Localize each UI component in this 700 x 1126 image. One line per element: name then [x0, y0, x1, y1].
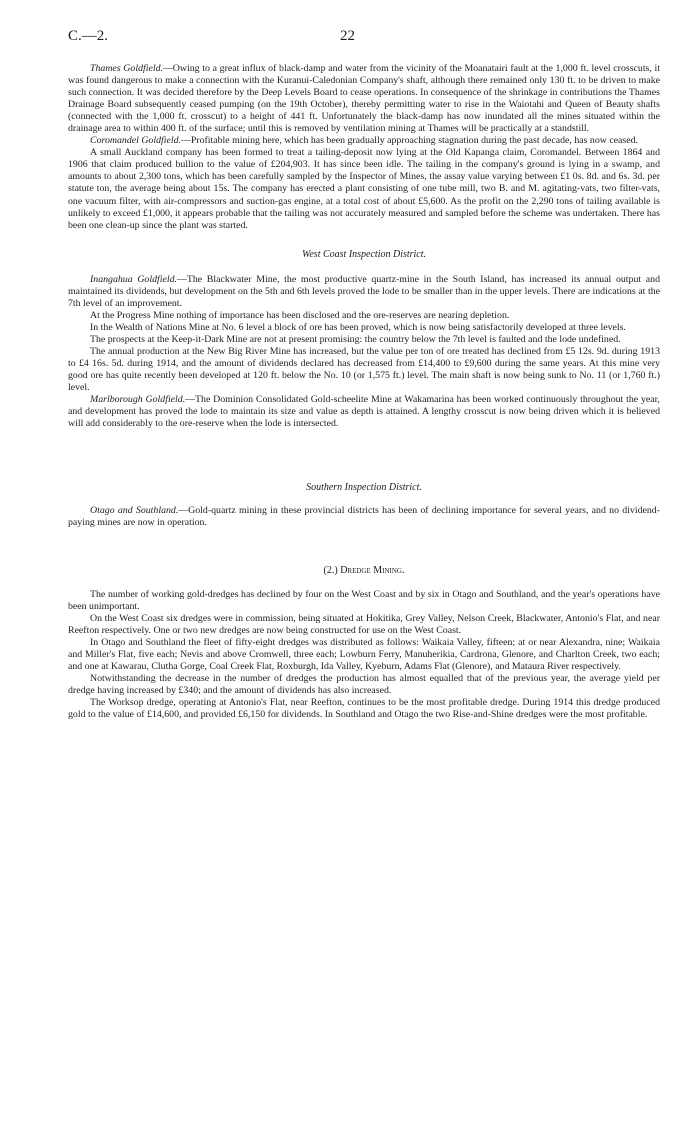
- section-number: (2.): [323, 565, 338, 577]
- paragraph-text: The annual production at the New Big River Mine has increased, but the value per ton of ore treated has declined from £5 12s. 9d. during 1913 to £4 16s. 5d. during 1914, and the amount of dividends declared has decreased from £14,400 to £9,600 during the same years. At this mine very good ore has quite recently been developed at 120 ft. below the No. 10 (or 1,575 ft.) level. The main shaft is now being sunk to No. 11 (or 1,760 ft.) level.: [68, 345, 660, 394]
- paragraph-text: Notwithstanding the decrease in the number of dredges the production has almost equalled that of the previous year, the average yield per dredge having increased by £340; and the amount of dividends has also increased.: [68, 672, 660, 696]
- paragraph-text: In Otago and Southland the fleet of fifty-eight dredges was distributed as follows: Waikaia Valley, fifteen; at or near Alexandra, nine; Waikaia and Miller's Flat, five each; Nevis and above Cromwell, three each; Lowburn Ferry, Manuherikia, Cardrona, Glenore, and Charlton Creek, two each; and one at Kawarau, Clutha Gorge, Coal Creek Flat, Roxburgh, Ida Valley, Kyeburn, Adams Flat (Glenore), and Mataura River respectively.: [68, 636, 660, 672]
- paragraph-text: —The Dominion Consolidated Gold-scheelite Mine at Wakamarina has been worked continuously throughout the year, and development has proved the lode to maintain its size and value as depth is attained. A lengthy crosscut is now being driven which it is believed will add considerably to the ore-reserve when the lode is intersected.: [68, 394, 660, 430]
- paragraph-text: —Owing to a great influx of black-damp and water from the vicinity of the Moanatairi fault at the 1,000 ft. level crosscuts, it was found dangerous to make a connection with the Kuranui-Caledonian Company's shaft, although there remained only 130 ft. to be driven to make such connection. It was decided therefore by the Deep Levels Board to cease operations. In consequence of the shrinkage in contributions the Thames Drainage Board subsequently ceased pumping (on the 19th October), thereby permitting water to rise in the Waiotahi and Queen of Beauty shafts (connected with the 1,000 ft. crosscut) to a height of 441 ft. Unfortunately the black-damp has now inundated all the mines situated within the drainage area to within 400 ft. of the surface; until this is removed by ventilation mining at Thames will be practically at a standstill.: [68, 63, 660, 135]
- paragraph-west-coast-dredges: [68, 613, 660, 637]
- paragraph-text: A small Auckland company has been formed to treat a tailing-deposit now lying at the Old Kapanga claim, Coromandel. Between 1864 and 1906 that claim produced bullion to the value of £204,903. It has since been idle. The tailing in the company's ground is lying in a swamp, and amounts to about 2,300 tons, which has been carefully sampled by the Inspector of Mines, the assay value varying between £1 0s. 8d. and 6s. 3d. per statute ton, the average being about 15s. The company has erected a plant consisting of one tube mill, two B. and M. agitating-vats, two filter-vats, one vacuum filter, with air-compressors and suction-gas engine, at a total cost of about £5,600. As the profit on the 2,290 tons of tailing available is unlikely to exceed £1,000, it appears probable that the tailing was not accurately measured and sampled before the scheme was undertaken. There has been one clean-up since the plant was started.: [68, 147, 660, 231]
- page-number: 22: [340, 28, 355, 44]
- paragraph-marlborough: [68, 394, 660, 430]
- paragraph-label: Thames Goldfield.: [90, 63, 163, 74]
- paragraph-label: Inangahua Goldfield.: [90, 273, 177, 285]
- report-code: C.—2.: [68, 28, 109, 44]
- paragraph-wealth-of-nations: [68, 322, 660, 334]
- paragraph-inangahua: [68, 274, 660, 310]
- paragraph-text: In the Wealth of Nations Mine at No. 6 level a block of ore has been proved, which is now being satisfactorily developed at three levels.: [90, 321, 626, 333]
- paragraph-text: The Worksop dredge, operating at Antonio's Flat, near Reefton, continues to be the most profitable dredge. During 1914 this dredge produced gold to the value of £14,600, and provided £6,150 for dividends. In Southland and Otago the two Rise-and-Shine dredges were the most profitable.: [68, 696, 660, 720]
- paragraph-worksop-dredge: [68, 697, 660, 721]
- paragraph-new-big-river: [68, 346, 660, 394]
- paragraph-otago-southland: [68, 505, 660, 529]
- section-heading-dredge-mining: [68, 565, 660, 577]
- paragraph-thames: [68, 63, 660, 135]
- paragraph-dredge-count: [68, 589, 660, 613]
- paragraph-keep-it-dark: [68, 334, 660, 346]
- paragraph-coromandel: [68, 135, 660, 147]
- page-header: [68, 30, 660, 50]
- paragraph-text: The prospects at the Keep-it-Dark Mine are not at present promising: the country below the 7th level is faulted and the lode undefined.: [90, 333, 621, 345]
- paragraph-label: Marlborough Goldfield.: [90, 394, 186, 406]
- paragraph-text: The number of working gold-dredges has declined by four on the West Coast and by six in Otago and Southland, and the year's operations have been unimportant.: [68, 588, 660, 612]
- section-heading-west-coast: West Coast Inspection District.: [301, 248, 427, 260]
- section-title: Dredge Mining.: [340, 565, 405, 577]
- paragraph-label: Coromandel Goldfield.: [90, 135, 181, 147]
- paragraph-text: At the Progress Mine nothing of importance has been disclosed and the ore-reserves are nearing depletion.: [90, 309, 510, 321]
- paragraph-text: —The Blackwater Mine, the most productive quartz-mine in the South Island, has increased its annual output and maintained its dividends, but development on the 5th and 6th levels proved the lode to be smaller than in the upper levels. There are indications at the 7th level of an improvement.: [68, 273, 660, 309]
- paragraph-otago-fleet: [68, 637, 660, 673]
- paragraph-text: On the West Coast six dredges were in commission, being situated at Hokitika, Grey Valley, Nelson Creek, Blackwater, Antonio's Flat, and near Reefton respectively. One or two new dredges are now being constructed for use on the West Coast.: [68, 612, 660, 636]
- paragraph-progress-mine: [68, 310, 660, 322]
- paragraph-auckland-company: [68, 147, 660, 231]
- paragraph-production: [68, 673, 660, 697]
- section-heading-southern: Southern Inspection District.: [306, 482, 422, 494]
- paragraph-label: Otago and Southland.: [90, 505, 179, 517]
- document-body: [68, 63, 660, 721]
- paragraph-text: —Gold-quartz mining in these provincial districts has been of declining importance for several years, and no dividend-paying mines are now in operation.: [68, 505, 660, 529]
- paragraph-text: —Profitable mining here, which has been gradually approaching stagnation during the past decade, has now ceased.: [180, 135, 639, 147]
